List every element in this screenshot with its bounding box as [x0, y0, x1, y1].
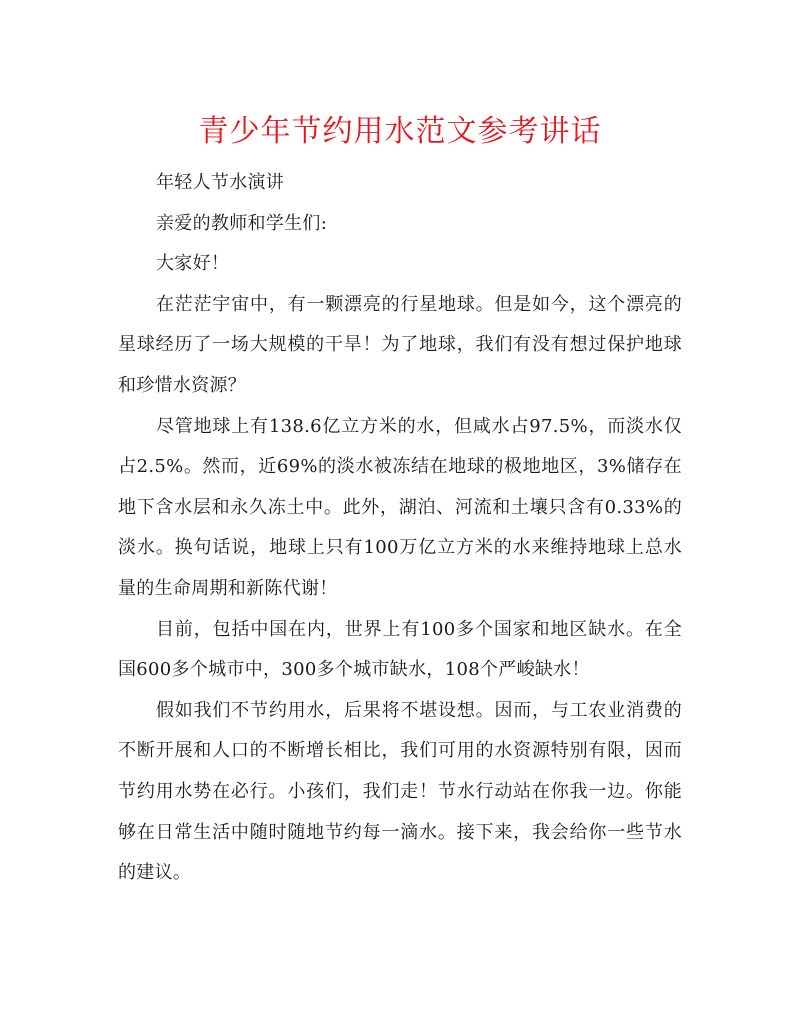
document-body — [118, 163, 682, 894]
paragraph-speech-heading: 年轻人节水演讲 — [156, 172, 285, 193]
paragraph-salutation: 亲爱的教师和学生们: — [156, 212, 328, 234]
document-title: 青少年节约用水范文参考讲话 — [198, 114, 602, 149]
paragraph-water-facts: 尽管地球上有138.6亿立方米的水，但咸水占97.5%，而淡水仅占2.5%。然而，近69%的淡水被冻结在地球的极地地区，3%储存在地下含水层和永久冻土中。此外，湖泊、河流和土壤只含有0.33%的淡水。换句话说，地球上只有100万亿立方米的水来维持地球上总水量的生命周期和新陈代谢！ — [118, 415, 682, 599]
paragraph-intro: 在茫茫宇宙中，有一颗漂亮的行星地球。但是如今，这个漂亮的星球经历了一场大规模的干旱！为了地球，我们有没有想过保护地球和珍惜水资源？ — [118, 293, 682, 396]
paragraph-call-to-action: 假如我们不节约用水，后果将不堪设想。因而，与工农业消费的不断开展和人口的不断增长相比，我们可用的水资源特别有限，因而节约用水势在必行。小孩们，我们走！节水行动站在你我一边。你能够在日常生活中随时随地节约每一滴水。接下来，我会给你一些节水的建议。 — [118, 699, 682, 884]
paragraph-shortage: 目前，包括中国在内，世界上有100多个国家和地区缺水。在全国600多个城市中，300多个城市缺水，108个严峻缺水！ — [118, 618, 682, 681]
paragraph-greeting: 大家好！ — [156, 253, 230, 275]
